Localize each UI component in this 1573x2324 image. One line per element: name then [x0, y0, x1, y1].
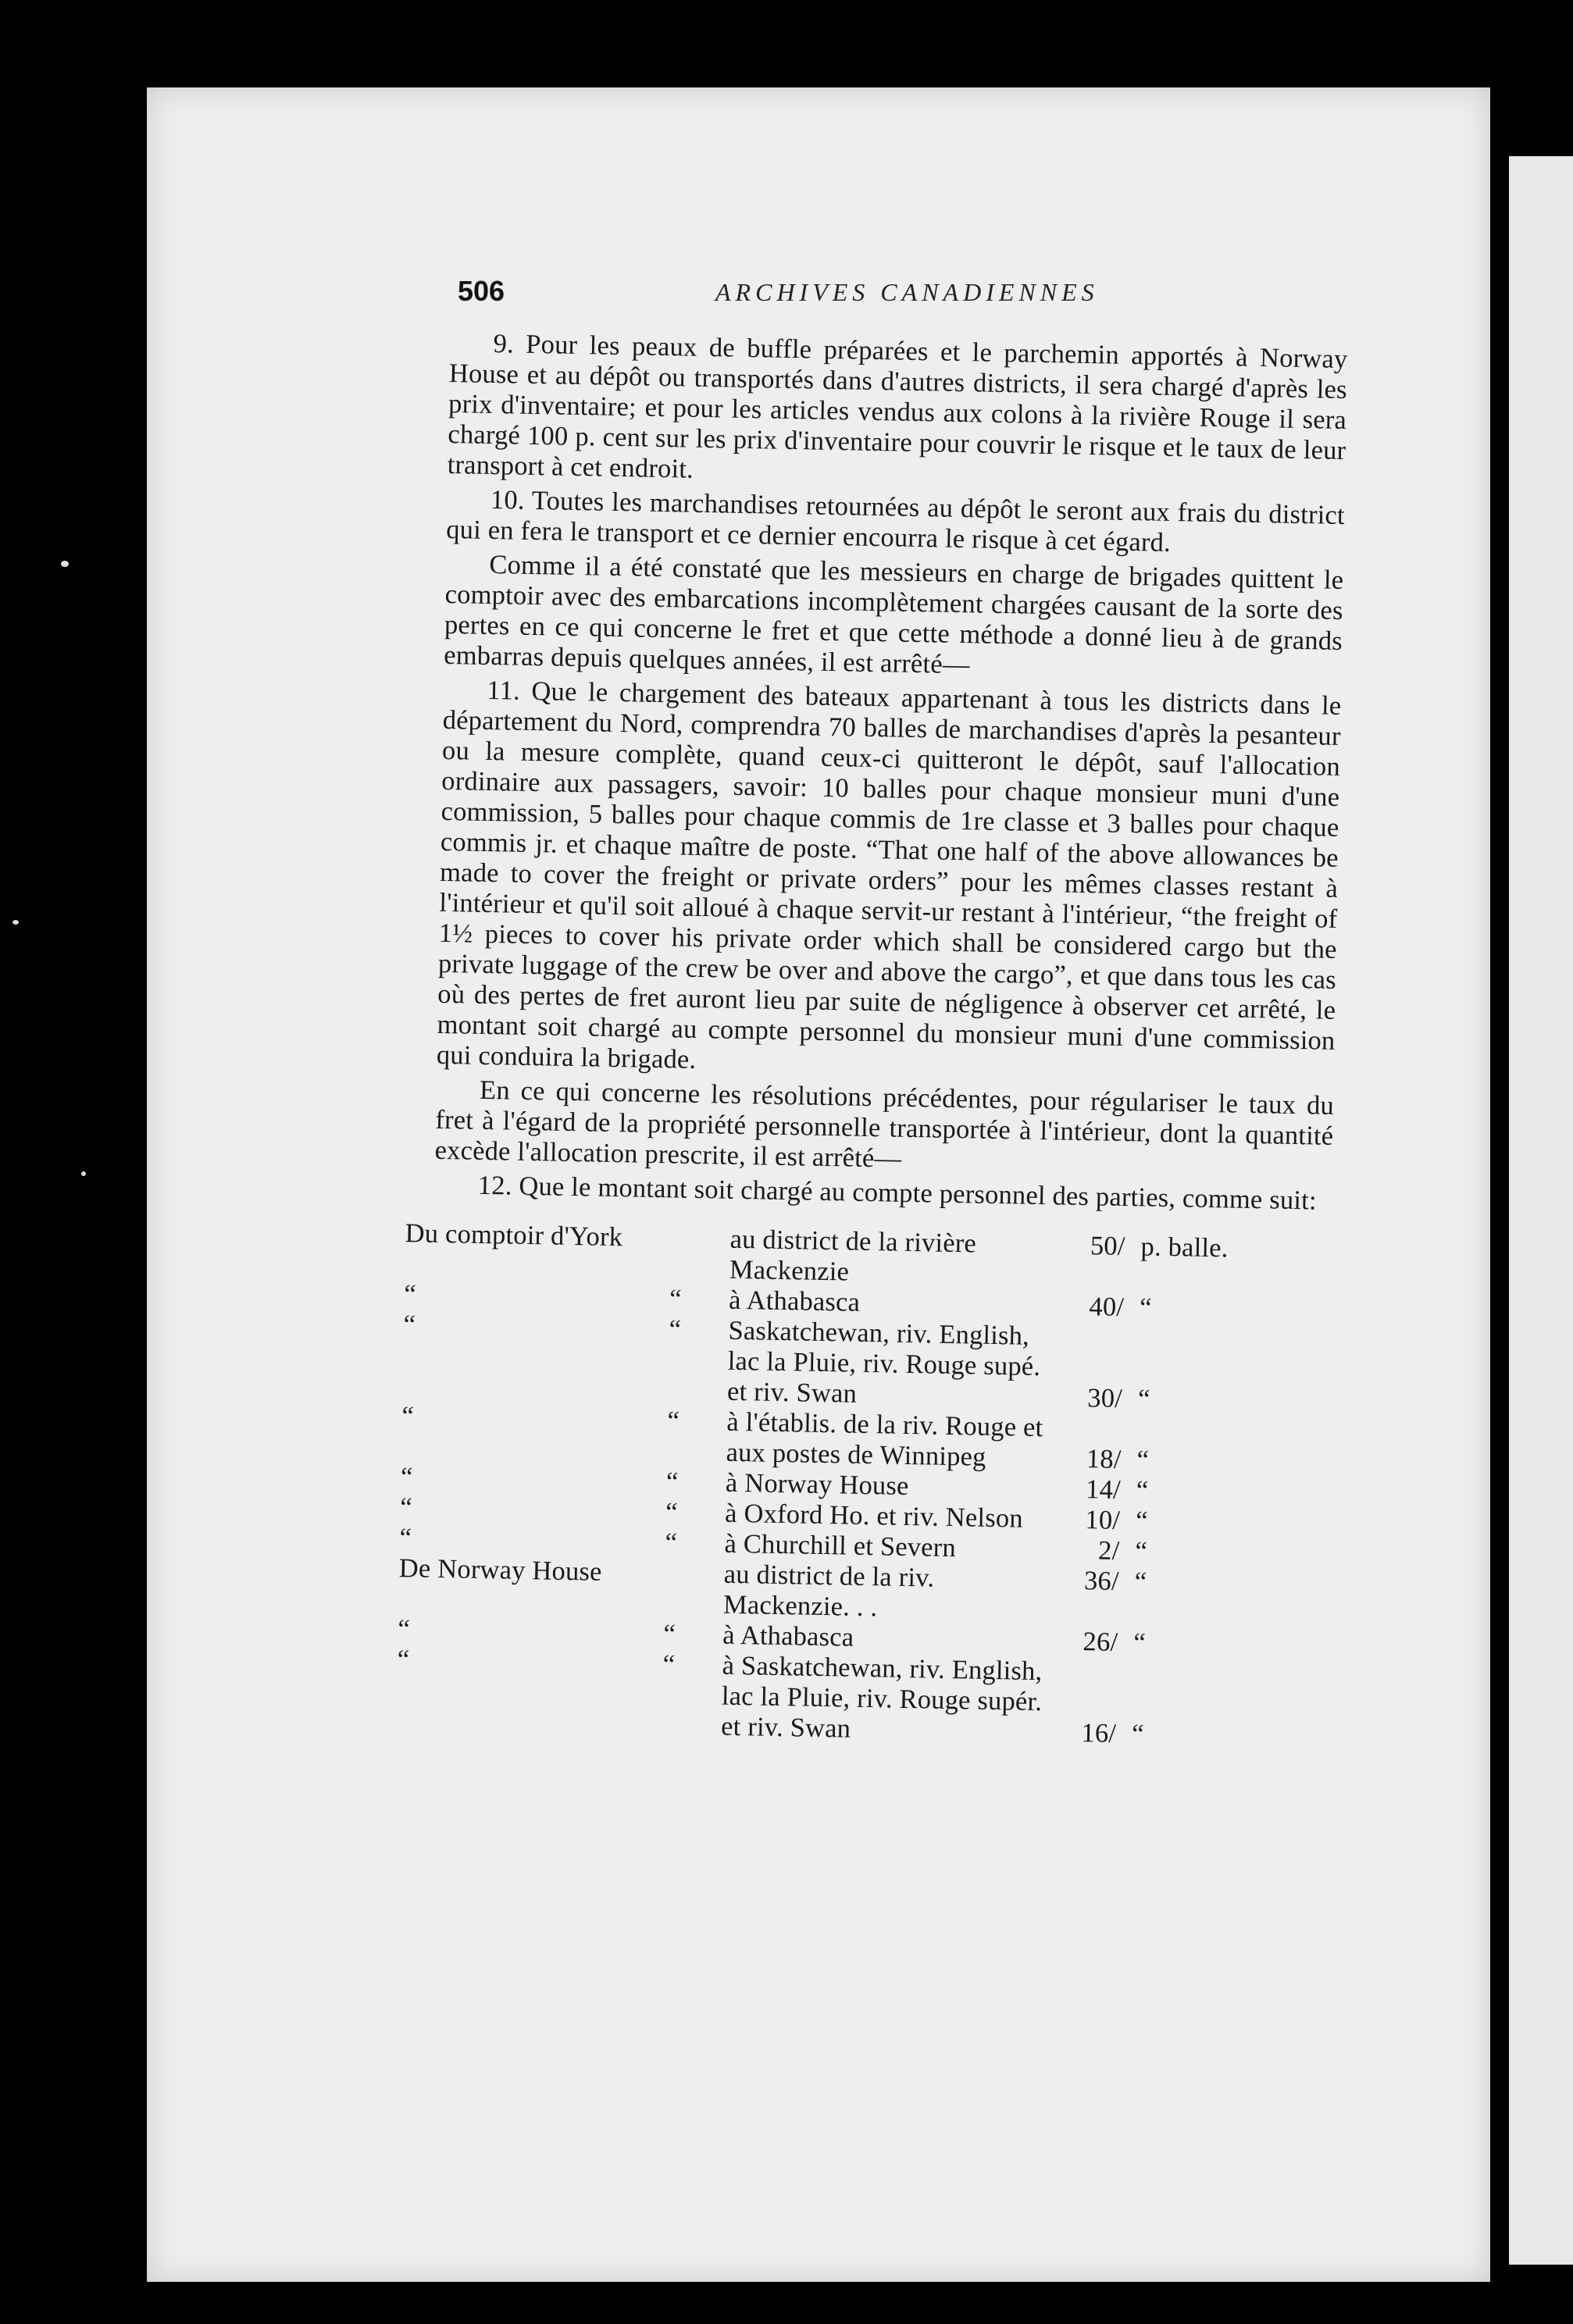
rate-destination: à Athabasca: [728, 1285, 861, 1317]
paragraph-10: 10. Toutes les marchandises retournées au dépôt le seront aux frais du district qui en fera le transport et ce dernier encourra le risque à cet égard.: [445, 484, 1346, 558]
rate-ditto: “: [663, 1619, 676, 1649]
rate-unit: “: [1135, 1536, 1148, 1567]
rate-origin: “: [399, 1492, 413, 1523]
rate-destination: à Oxford Ho. et riv. Nelson: [724, 1498, 1024, 1534]
rate-unit: “: [1136, 1475, 1149, 1506]
rate-amount: 26/: [1083, 1627, 1118, 1657]
dust-speck: [12, 920, 19, 925]
rate-amount: 40/: [1089, 1292, 1125, 1323]
rate-destination: à Athabasca: [722, 1620, 854, 1652]
rate-unit: “: [1139, 1292, 1153, 1323]
rate-origin: “: [400, 1462, 413, 1492]
rate-unit: p. balle.: [1140, 1232, 1229, 1264]
page-header: [458, 275, 1395, 322]
paragraph-preamble: Comme il a été constaté que les messieurs en charge de brigades quittent le comptoir avec des embarcations incomplètement chargées causant de la sorte des pertes en ce qui concerne le fret et que cette méthode a donné lieu à de grands embarras depuis quelques années, il est arrêté—: [443, 549, 1344, 680]
rate-destination: au district de la riv. Mackenzie. . .: [722, 1559, 935, 1623]
paragraph-9: 9. Pour les peaux de buffle préparées et le parchemin apportés à Norway House et au dépôt ou transportés dans d'autres districts, il sera chargé d'après les prix d'inventaire; et pour les articles vendus aux colons à la rivière Rouge il sera chargé 100 p. cent sur les prix d'inventaire pour couvrir le risque et le taux de leur transport à cet endroit.: [447, 329, 1348, 484]
rate-unit: “: [1134, 1567, 1147, 1597]
freight-rate-list: [397, 1218, 1332, 1753]
rate-row: [396, 1645, 1324, 1753]
rate-destination: Saskatchewan, riv. English, lac la Pluie, riv. Rouge supé. et riv. Swan: [726, 1315, 1041, 1409]
rate-unit: “: [1137, 1384, 1150, 1414]
dust-speck: [61, 561, 69, 567]
dust-speck: [81, 1171, 86, 1176]
rate-ditto: “: [669, 1284, 683, 1314]
rate-origin: “: [403, 1310, 416, 1340]
rate-destination: à l'établis. de la riv. Rouge et aux postes de Winnipeg: [726, 1406, 1043, 1472]
rate-origin: “: [401, 1401, 415, 1431]
rate-destination: à Churchill et Severn: [724, 1528, 957, 1563]
rate-amount: 36/: [1083, 1566, 1120, 1596]
rate-origin: “: [398, 1614, 411, 1645]
rate-ditto: “: [665, 1497, 679, 1527]
rate-amount: 10/: [1085, 1505, 1121, 1535]
rate-origin: De Norway House: [398, 1553, 602, 1587]
rate-unit: “: [1132, 1627, 1147, 1658]
rate-amount: 30/: [1086, 1383, 1123, 1414]
rate-ditto: “: [665, 1467, 679, 1497]
rate-ditto: “: [669, 1314, 682, 1345]
rate-destination: au district de la rivière Mackenzie: [729, 1224, 977, 1287]
rate-origin: “: [403, 1279, 417, 1310]
adjacent-page-edge: [1492, 156, 1573, 2265]
rate-unit: “: [1131, 1719, 1145, 1749]
rate-amount: 18/: [1086, 1444, 1122, 1474]
rate-row: [402, 1310, 1330, 1418]
page-number: 506: [458, 275, 505, 307]
rate-destination: à Norway House: [725, 1467, 909, 1502]
paragraph-12: 12. Que le montant soit chargé au compte personnel des parties, comme suit:: [477, 1170, 1318, 1216]
rate-unit: “: [1136, 1445, 1150, 1475]
running-head: ARCHIVES CANADIENNES: [715, 278, 1099, 306]
paragraph-11: 11. Que le chargement des bateaux appartenant à tous les districts dans le département du Nord, comprendra 70 balles de marchandises d'après la pesanteur ou la mesure complète, quand ceux-ci quitteront le dépôt, sauf l'allocation ordinaire aux passagers, savoir: 10 balles pour chaque monsieur muni d'une commission, 5 balles pour chaque commis de 1re classe et 3 balles pour chaque commis jr. et chaque maître de poste. “That one half of the above allowances be made to cover the freight or private orders” pour les mêmes classes restant à l'intérieur et qu'il soit alloué à chaque servit-ur restant à l'intérieur, “the freight of 1½ pieces to cover his private order which shall be considered cargo but the private luggage of the crew be over and above the cargo”, et que dans tous les cas où des pertes de fret auront lieu par suite de négligence à observer cet arrêté, le montant soit chargé au compte personnel du monsieur muni d'une commission qui conduira la brigade.: [436, 675, 1342, 1075]
rate-ditto: [664, 1558, 724, 1620]
rate-amount: 14/: [1085, 1474, 1122, 1505]
rate-origin: Du comptoir d'York: [405, 1218, 623, 1253]
paragraph-freight-resolution: En ce qui concerne les résolutions précédentes, pour régulariser le taux du fret à l'égard de la propriété personnelle transportée à l'intérieur, dont la quantité excède l'allocation prescrite, il est arrêté—: [434, 1075, 1335, 1174]
rate-unit: “: [1135, 1506, 1149, 1536]
rate-amount: 16/: [1081, 1718, 1117, 1748]
rate-amount: 2/: [1097, 1535, 1120, 1566]
rate-origin: “: [399, 1523, 412, 1553]
rate-ditto: “: [667, 1406, 680, 1436]
page-body: [397, 328, 1348, 1753]
rate-ditto: “: [662, 1649, 676, 1680]
rate-amount: 50/: [1090, 1231, 1125, 1262]
rate-ditto: “: [665, 1527, 678, 1558]
rate-ditto: [670, 1223, 730, 1285]
rate-origin: “: [397, 1645, 410, 1675]
rate-destination: à Saskatchewan, riv. English, lac la Pluie, riv. Rouge supér. et riv. Swan: [720, 1650, 1043, 1744]
